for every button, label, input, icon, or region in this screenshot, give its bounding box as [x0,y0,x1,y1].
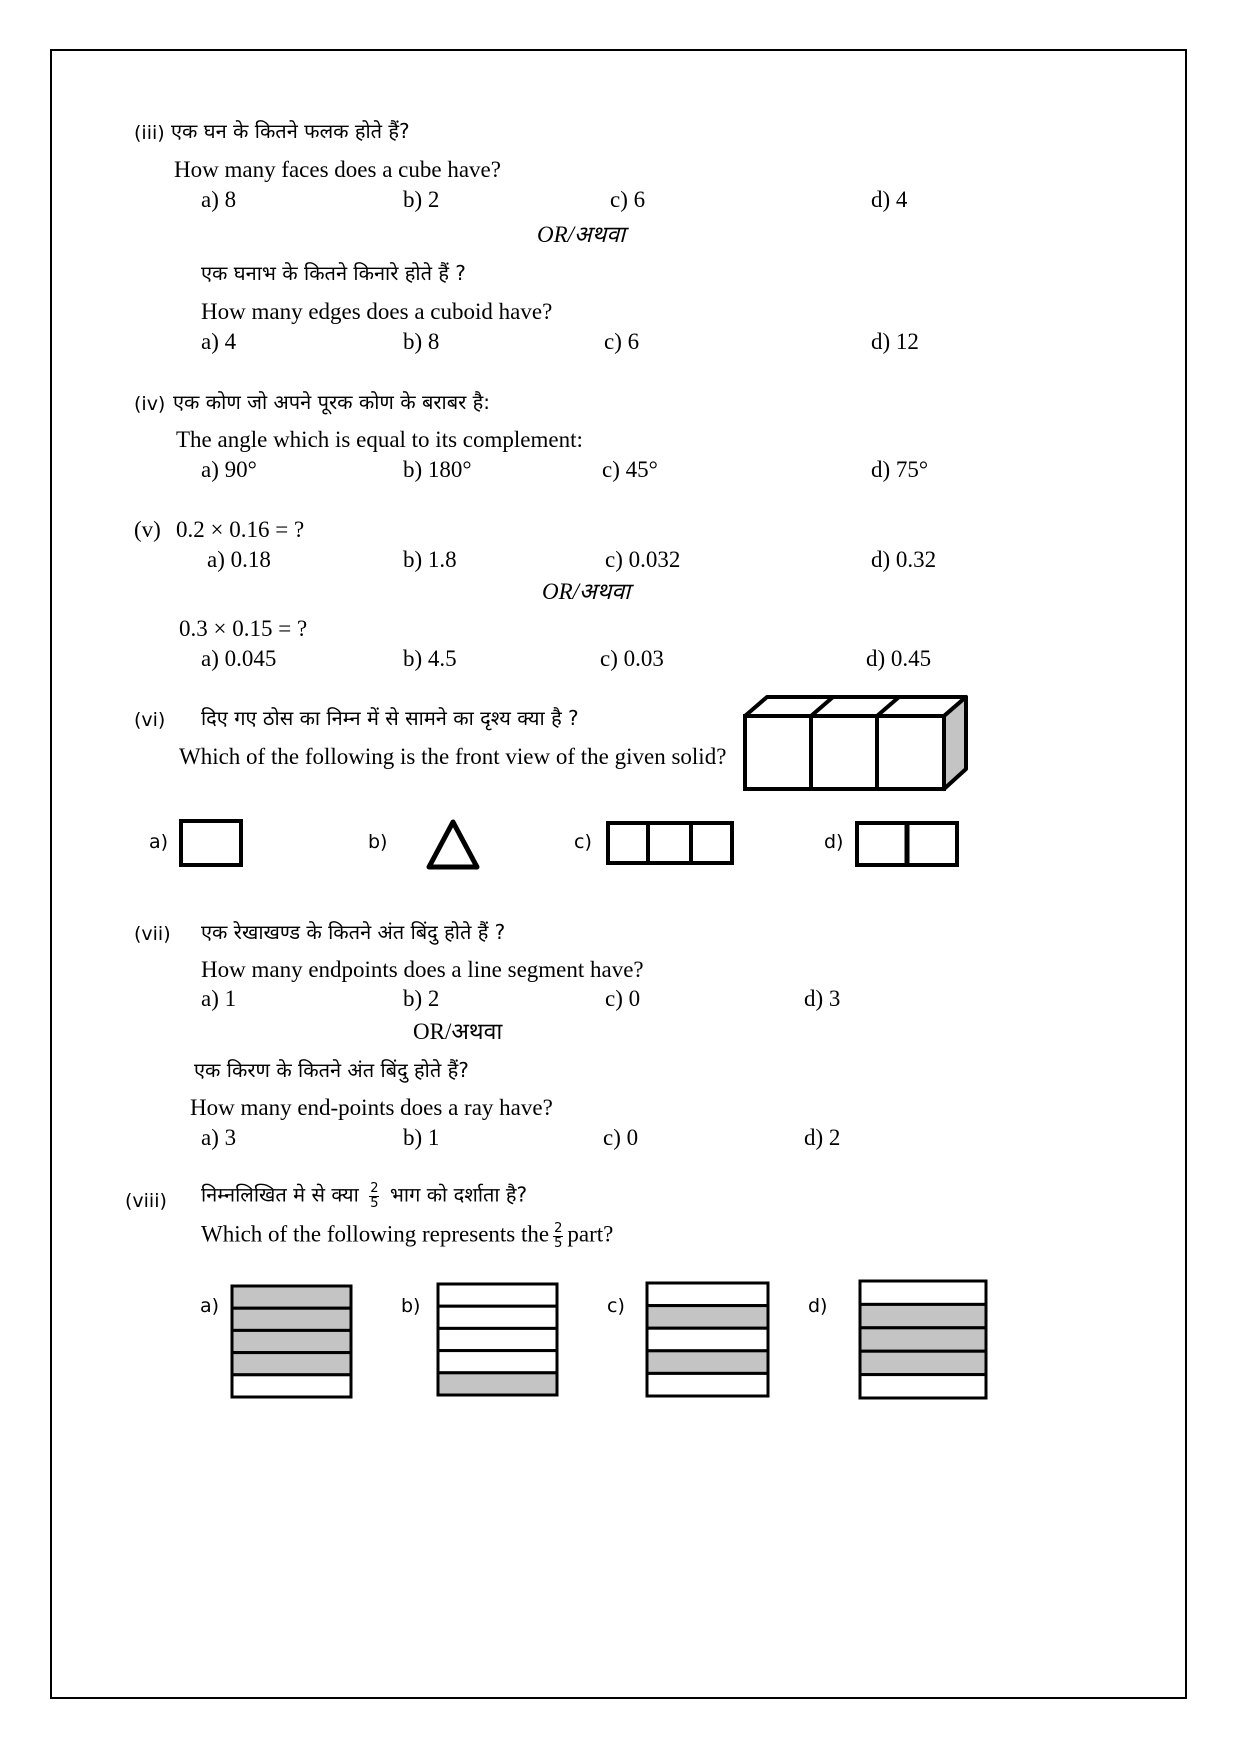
or-separator: OR/अथवा [413,1019,503,1044]
question-english-alt: How many edges does a cuboid have? [201,299,553,324]
option-b: b) 2 [403,187,440,212]
shaded-part [232,1330,351,1352]
option-d: d) 0.32 [871,547,937,572]
question-number: (v) [134,517,161,542]
shaded-part [647,1306,768,1329]
option-d: d) 12 [871,329,919,354]
option-a: a) 4 [201,329,237,354]
unshaded-part [860,1281,986,1304]
page-border [50,49,1187,1699]
option-c: c) 0 [605,986,641,1011]
option-a: a) 90° [201,457,257,482]
option-d-label: d) [808,1295,828,1317]
option-d: d) 75° [871,457,929,482]
option-c: c) 0.03 [600,646,664,671]
question-hindi-alt: एक घनाभ के कितने किनारे होते हैं ? [201,261,466,285]
shaded-part [860,1304,986,1327]
option-c: c) 6 [604,329,640,354]
option-c-label: c) [607,1295,625,1317]
option-c-label: c) [574,831,592,853]
or-separator: OR/अथवा [537,222,626,247]
fraction: $\frac{2}{5}$ [370,1181,379,1211]
option-d: d) 3 [804,986,841,1011]
question-hindi-alt: एक किरण के कितने अंत बिंदु होते हैं? [194,1058,469,1082]
shaded-part [860,1328,986,1351]
unshaded-part [232,1375,351,1397]
question-english: Which of the following represents the $\frac{2}{5}$ part? [201,1221,614,1251]
cuboid-solid-figure [742,694,968,794]
option-c: c) 0 [603,1125,639,1150]
option-b-label: b) [368,831,388,853]
option-a: a) 0.045 [201,646,277,671]
option-a: a) 8 [201,187,237,212]
option-c-fraction-bars [645,1281,770,1398]
shaded-part [438,1373,557,1395]
question-hindi: दिए गए ठोस का निम्न में से सामने का दृश्य क्या है ? [201,706,579,730]
option-d: d) 0.45 [866,646,932,671]
question-english-alt: How many end-points does a ray have? [190,1095,553,1120]
unshaded-part [438,1284,557,1306]
question-number: (vi) [134,709,166,731]
shaded-part [232,1353,351,1375]
option-d: d) 4 [871,187,908,212]
option-d-two-squares [855,821,959,867]
question-expression-alt: 0.3 × 0.15 = ? [179,616,308,641]
option-b: b) 1 [403,1125,440,1150]
option-b-fraction-bars [436,1282,559,1397]
option-b: b) 180° [403,457,472,482]
shaded-part [860,1351,986,1374]
question-number: (viii) [125,1190,167,1212]
option-b-label: b) [401,1295,421,1317]
question-number: (iii) [134,122,165,144]
option-c: c) 6 [610,187,646,212]
question-expression: 0.2 × 0.16 = ? [176,517,305,542]
option-b-triangle [425,819,481,871]
option-a-label: a) [149,831,169,853]
option-d-label: d) [824,831,844,853]
question-hindi: निम्नलिखित मे से क्या $\frac{2}{5}$ भाग को दर्शाता है? [201,1181,528,1211]
unshaded-part [438,1351,557,1373]
unshaded-part [438,1328,557,1350]
unshaded-part [647,1283,768,1306]
option-b: b) 1.8 [403,547,457,572]
shaded-part [232,1286,351,1308]
question-hindi: एक रेखाखण्ड के कितने अंत बिंदु होते हैं ? [201,920,506,944]
question-english: How many faces does a cube have? [174,157,501,182]
unshaded-part [647,1373,768,1396]
question-english: The angle which is equal to its complement: [176,427,583,452]
option-a: a) 3 [201,1125,237,1150]
unshaded-part [438,1306,557,1328]
unshaded-part [860,1375,986,1398]
option-a-label: a) [200,1295,220,1317]
option-d-fraction-bars [858,1279,988,1400]
question-hindi: एक घन के कितने फलक होते हैं? [171,119,410,143]
option-a-fraction-bars [230,1284,353,1399]
option-c: c) 0.032 [605,547,681,572]
option-a-rectangle [179,819,243,867]
question-number: (vii) [134,923,171,945]
shaded-part [232,1308,351,1330]
or-separator: OR/अथवा [542,579,631,604]
option-a: a) 1 [201,986,237,1011]
option-b: b) 2 [403,986,440,1011]
option-a: a) 0.18 [207,547,271,572]
question-hindi: एक कोण जो अपने पूरक कोण के बराबर है: [173,390,491,414]
question-english: Which of the following is the front view of the given solid? [179,744,727,769]
unshaded-part [647,1328,768,1351]
shaded-part [647,1351,768,1374]
option-b: b) 4.5 [403,646,457,671]
option-b: b) 8 [403,329,440,354]
question-number: (iv) [134,393,166,415]
option-d: d) 2 [804,1125,841,1150]
question-english: How many endpoints does a line segment have? [201,957,644,982]
fraction: $\frac{2}{5}$ [554,1221,563,1251]
option-c-three-squares [606,821,734,865]
option-c: c) 45° [602,457,658,482]
